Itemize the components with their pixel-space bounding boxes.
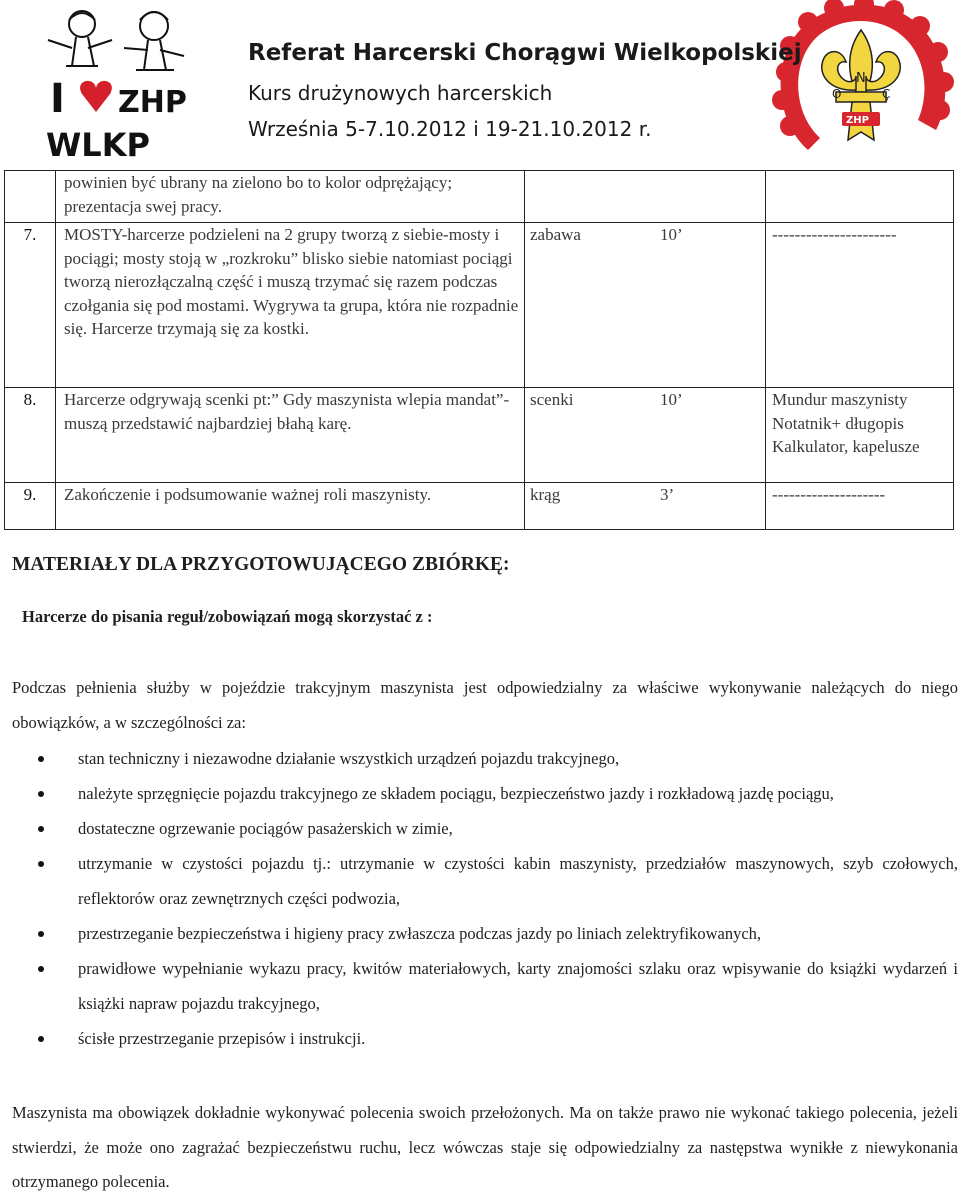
- row-materials: --------------------: [766, 483, 954, 530]
- intro-paragraph: Podczas pełnienia służby w pojeździe trakcyjnym maszynista jest odpowiedzialny za właściwe wykonywanie należących do niego obowiązków, a w szczególności za:: [12, 678, 958, 732]
- row-number: [5, 171, 56, 223]
- bullet-icon: [38, 861, 44, 867]
- emblem-letter-o: O: [832, 87, 842, 101]
- row-form: zabawa: [530, 225, 581, 244]
- bullet-icon: [38, 966, 44, 972]
- table-row: [5, 171, 954, 223]
- row-number: 7.: [5, 223, 56, 388]
- list-item: [12, 916, 958, 951]
- emblem-zhp-text: ZHP: [846, 115, 869, 126]
- row-time: 10’: [660, 390, 683, 409]
- row-time: 10’: [660, 225, 683, 244]
- list-item: [12, 776, 958, 811]
- bullet-icon: [38, 931, 44, 937]
- duties-list: [12, 741, 958, 1056]
- row-form-time: [525, 483, 766, 530]
- row-form: krąg: [530, 485, 561, 504]
- list-item: [12, 846, 958, 916]
- list-item: [12, 951, 958, 1021]
- list-item-text: przestrzeganie bezpieczeństwa i higieny pracy zwłaszcza podczas jazdy po liniach zelektryfikowanych,: [78, 924, 762, 943]
- table-row: [5, 388, 954, 483]
- bullet-icon: [38, 1036, 44, 1042]
- row-form-time: [525, 223, 766, 388]
- emblem-letter-c: Ç: [882, 87, 891, 101]
- closing-paragraph: Maszynista ma obowiązek dokładnie wykonywać polecenia swoich przełożonych. Ma on także prawo nie wykonać takiego polecenia, jeżeli stwierdzi, że może ono zagrażać bezpieczeństwu ruchu, lecz wówczas staje się odpowiedzialny za następstwa wynikłe z niewykonania otrzymanego polecenia.: [12, 1103, 958, 1191]
- emblem-letter-n: N: [856, 71, 866, 86]
- list-item: [12, 811, 958, 846]
- header-dates: Września 5-7.10.2012 i 19-21.10.2012 r.: [248, 117, 652, 141]
- zhp-lily-emblem: [768, 0, 954, 172]
- logo-zhp-text: ZHP: [118, 85, 187, 120]
- program-table: [4, 170, 954, 530]
- row-materials: Mundur maszynisty Notatnik+ długopis Kalkulator, kapelusze: [766, 388, 954, 483]
- row-description: powinien być ubrany na zielono bo to kolor odprężający; prezentacja swej pracy.: [56, 171, 525, 223]
- row-number: 8.: [5, 388, 56, 483]
- logo-letter-i: I: [50, 76, 65, 122]
- row-description: MOSTY-harcerze podzieleni na 2 grupy tworzą z siebie-mosty i pociągi; mosty stoją w „rozkroku” blisko siebie natomiast pociągi tworzą nierozłączalną część i muszą trzymać się razem podczas czołgania się pod mostami. Wygrywa ta grupa, która nie rozpadnie się. Harcerze trzymają się za kostki.: [56, 223, 525, 388]
- table-row: [5, 483, 954, 530]
- row-description: Harcerze odgrywają scenki pt:” Gdy maszynista wlepia mandat”- muszą przedstawić najbardziej błahą karę.: [56, 388, 525, 483]
- heart-icon: [80, 81, 112, 112]
- row-time: 3’: [660, 485, 675, 504]
- row-number: 9.: [5, 483, 56, 530]
- materials-subheading: Harcerze do pisania reguł/zobowiązań mogą skorzystać z :: [22, 607, 433, 626]
- list-item-text: należyte sprzęgnięcie pojazdu trakcyjnego ze składem pociągu, bezpieczeństwo jazdy i rozkładową jazdę pociągu,: [78, 784, 834, 803]
- logo-wlkp-text: WLKP: [46, 126, 150, 164]
- header-subtitle: Kurs drużynowych harcerskich: [248, 81, 553, 105]
- table-row: [5, 223, 954, 388]
- list-item-text: prawidłowe wypełnianie wykazu pracy, kwitów materiałowych, karty znajomości szlaku oraz wpisywanie do książki wydarzeń i książki napraw pojazdu trakcyjnego,: [78, 959, 958, 1013]
- list-item-text: stan techniczny i niezawodne działanie wszystkich urządzeń pojazdu trakcyjnego,: [78, 749, 620, 768]
- bullet-icon: [38, 791, 44, 797]
- header-title: Referat Harcerski Chorągwi Wielkopolskiej: [248, 40, 802, 66]
- row-description: Zakończenie i podsumowanie ważnej roli maszynisty.: [56, 483, 525, 530]
- materials-heading: MATERIAŁY DLA PRZYGOTOWUJĄCEGO ZBIÓRKĘ:: [12, 554, 510, 575]
- list-item: [12, 1021, 958, 1056]
- row-form-time: [525, 388, 766, 483]
- list-item-text: ścisłe przestrzeganie przepisów i instrukcji.: [78, 1029, 366, 1048]
- zhp-wlkp-logo: [36, 4, 216, 164]
- list-item: [12, 741, 958, 776]
- list-item-text: dostateczne ogrzewanie pociągów pasażerskich w zimie,: [78, 819, 453, 838]
- row-materials: ----------------------: [766, 223, 954, 388]
- row-form-time: [525, 171, 766, 223]
- bullet-icon: [38, 756, 44, 762]
- bullet-icon: [38, 826, 44, 832]
- list-item-text: utrzymanie w czystości pojazdu tj.: utrzymanie w czystości kabin maszynisty, przedziałów maszynowych, szyb czołowych, reflektorów oraz zewnętrznych części podwozia,: [78, 854, 958, 908]
- row-materials: [766, 171, 954, 223]
- row-form: scenki: [530, 390, 574, 409]
- scouts-sketch-icon: [48, 11, 184, 70]
